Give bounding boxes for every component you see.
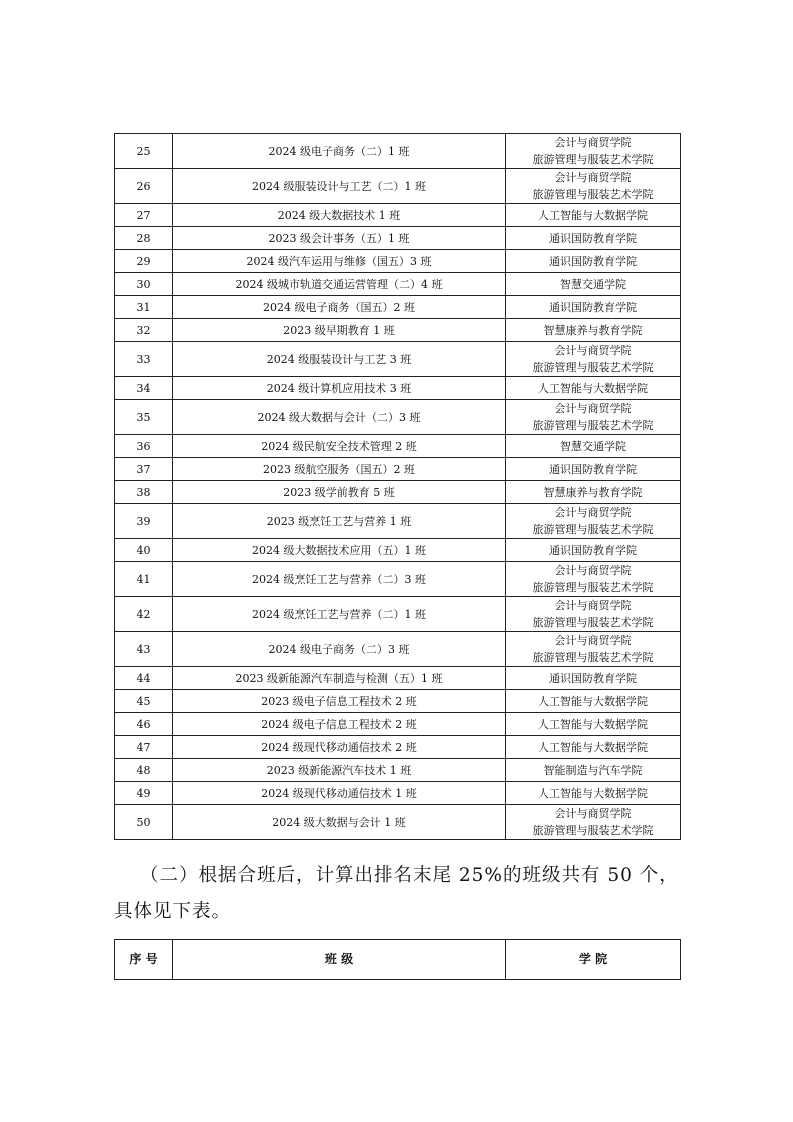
row-number: 44 xyxy=(115,667,173,690)
table-row xyxy=(115,504,681,539)
row-number: 48 xyxy=(115,759,173,782)
college-name: 通识国防教育学院 xyxy=(549,671,637,685)
college-name: 人工智能与大数据学院 xyxy=(538,717,648,731)
college-cell xyxy=(506,504,681,539)
row-number: 25 xyxy=(115,134,173,169)
row-number: 47 xyxy=(115,736,173,759)
college-name: 会计与商贸学院 xyxy=(554,634,632,647)
college-cell xyxy=(506,782,681,805)
table-row xyxy=(115,597,681,632)
college-name: 会计与商贸学院 xyxy=(554,564,632,577)
table-row xyxy=(115,342,681,377)
table-row xyxy=(115,319,681,342)
college-cell xyxy=(506,539,681,562)
college-cell xyxy=(506,713,681,736)
class-name: 2023 级电子信息工程技术 2 班 xyxy=(173,690,506,713)
paragraph-text: （二）根据合班后，计算出排名末尾 25%的班级共有 50 个，具体见下表。 xyxy=(114,865,679,922)
table-row xyxy=(115,759,681,782)
class-name: 2024 级大数据与会计 1 班 xyxy=(173,805,506,840)
college-name: 旅游管理与服装艺术学院 xyxy=(532,188,654,201)
row-number: 38 xyxy=(115,481,173,504)
college-cell xyxy=(506,667,681,690)
college-name: 智慧康养与教育学院 xyxy=(543,485,643,499)
class-name: 2024 级城市轨道交通运营管理（二）4 班 xyxy=(173,273,506,296)
table-row xyxy=(115,458,681,481)
table-row xyxy=(115,134,681,169)
section-paragraph xyxy=(114,858,684,930)
college-cell xyxy=(506,377,681,400)
class-name: 2023 级新能源汽车制造与检测（五）1 班 xyxy=(173,667,506,690)
class-name: 2024 级电子商务（国五）2 班 xyxy=(173,296,506,319)
college-cell xyxy=(506,458,681,481)
college-cell xyxy=(506,204,681,227)
row-number: 30 xyxy=(115,273,173,296)
row-number: 33 xyxy=(115,342,173,377)
class-name: 2024 级民航安全技术管理 2 班 xyxy=(173,435,506,458)
header-class: 班 级 xyxy=(173,940,506,980)
college-name: 旅游管理与服装艺术学院 xyxy=(532,651,654,664)
college-cell xyxy=(506,690,681,713)
class-name: 2023 级学前教育 5 班 xyxy=(173,481,506,504)
class-name: 2024 级现代移动通信技术 2 班 xyxy=(173,736,506,759)
row-number: 40 xyxy=(115,539,173,562)
class-name: 2024 级计算机应用技术 3 班 xyxy=(173,377,506,400)
college-cell xyxy=(506,759,681,782)
college-name: 智慧交通学院 xyxy=(560,439,626,453)
ranking-table-body xyxy=(115,134,681,840)
table-row xyxy=(115,273,681,296)
header-college: 学 院 xyxy=(506,940,681,980)
class-name: 2024 级汽车运用与维修（国五）3 班 xyxy=(173,250,506,273)
college-cell xyxy=(506,342,681,377)
college-name: 旅游管理与服装艺术学院 xyxy=(532,153,654,166)
row-number: 45 xyxy=(115,690,173,713)
row-number: 29 xyxy=(115,250,173,273)
college-name: 人工智能与大数据学院 xyxy=(538,694,648,708)
class-name: 2024 级现代移动通信技术 1 班 xyxy=(173,782,506,805)
college-name: 会计与商贸学院 xyxy=(554,344,632,357)
row-number: 26 xyxy=(115,169,173,204)
college-name: 通识国防教育学院 xyxy=(549,543,637,557)
class-name: 2024 级烹饪工艺与营养（二）1 班 xyxy=(173,597,506,632)
college-name: 人工智能与大数据学院 xyxy=(538,786,648,800)
table-row xyxy=(115,736,681,759)
college-name: 通识国防教育学院 xyxy=(549,462,637,476)
table-row xyxy=(115,481,681,504)
class-name: 2024 级电子信息工程技术 2 班 xyxy=(173,713,506,736)
college-name: 旅游管理与服装艺术学院 xyxy=(532,419,654,432)
class-name: 2024 级烹饪工艺与营养（二）3 班 xyxy=(173,562,506,597)
college-cell xyxy=(506,134,681,169)
table-row xyxy=(115,562,681,597)
table-row xyxy=(115,169,681,204)
college-name: 通识国防教育学院 xyxy=(549,231,637,245)
college-cell xyxy=(506,597,681,632)
college-cell xyxy=(506,296,681,319)
row-number: 36 xyxy=(115,435,173,458)
row-number: 28 xyxy=(115,227,173,250)
table-row xyxy=(115,400,681,435)
table-row xyxy=(115,632,681,667)
row-number: 39 xyxy=(115,504,173,539)
table-row xyxy=(115,690,681,713)
table-row xyxy=(115,713,681,736)
college-cell xyxy=(506,169,681,204)
row-number: 32 xyxy=(115,319,173,342)
college-name: 人工智能与大数据学院 xyxy=(538,208,648,222)
college-cell xyxy=(506,319,681,342)
header-no: 序 号 xyxy=(115,940,173,980)
college-name: 旅游管理与服装艺术学院 xyxy=(532,824,654,837)
college-cell xyxy=(506,435,681,458)
college-name: 旅游管理与服装艺术学院 xyxy=(532,581,654,594)
row-number: 46 xyxy=(115,713,173,736)
row-number: 42 xyxy=(115,597,173,632)
table-row xyxy=(115,296,681,319)
college-cell xyxy=(506,805,681,840)
college-cell xyxy=(506,481,681,504)
class-name: 2024 级电子商务（二）1 班 xyxy=(173,134,506,169)
college-name: 会计与商贸学院 xyxy=(554,599,632,612)
row-number: 43 xyxy=(115,632,173,667)
college-cell xyxy=(506,227,681,250)
table-row xyxy=(115,539,681,562)
table-row xyxy=(115,805,681,840)
row-number: 37 xyxy=(115,458,173,481)
table-row xyxy=(115,377,681,400)
class-name: 2023 级新能源汽车技术 1 班 xyxy=(173,759,506,782)
college-name: 智能制造与汽车学院 xyxy=(543,763,643,777)
college-cell xyxy=(506,250,681,273)
row-number: 50 xyxy=(115,805,173,840)
table-row xyxy=(115,227,681,250)
college-name: 会计与商贸学院 xyxy=(554,807,632,820)
college-name: 会计与商贸学院 xyxy=(554,136,632,149)
next-table-header xyxy=(114,939,681,980)
row-number: 27 xyxy=(115,204,173,227)
class-name: 2023 级烹饪工艺与营养 1 班 xyxy=(173,504,506,539)
college-name: 通识国防教育学院 xyxy=(549,300,637,314)
table-row xyxy=(115,667,681,690)
college-name: 旅游管理与服装艺术学院 xyxy=(532,523,654,536)
row-number: 41 xyxy=(115,562,173,597)
college-name: 智慧康养与教育学院 xyxy=(543,323,643,337)
college-name: 会计与商贸学院 xyxy=(554,171,632,184)
college-name: 会计与商贸学院 xyxy=(554,402,632,415)
class-name: 2024 级大数据技术 1 班 xyxy=(173,204,506,227)
college-cell xyxy=(506,562,681,597)
college-name: 智慧交通学院 xyxy=(560,277,626,291)
college-cell xyxy=(506,273,681,296)
class-name: 2024 级大数据与会计（二）3 班 xyxy=(173,400,506,435)
row-number: 31 xyxy=(115,296,173,319)
college-name: 通识国防教育学院 xyxy=(549,254,637,268)
college-cell xyxy=(506,400,681,435)
class-name: 2024 级服装设计与工艺（二）1 班 xyxy=(173,169,506,204)
table-row xyxy=(115,435,681,458)
college-name: 旅游管理与服装艺术学院 xyxy=(532,616,654,629)
ranking-table xyxy=(114,133,681,840)
college-name: 人工智能与大数据学院 xyxy=(538,381,648,395)
class-name: 2023 级航空服务（国五）2 班 xyxy=(173,458,506,481)
table-row xyxy=(115,250,681,273)
class-name: 2023 级早期教育 1 班 xyxy=(173,319,506,342)
college-name: 旅游管理与服装艺术学院 xyxy=(532,361,654,374)
class-name: 2023 级会计事务（五）1 班 xyxy=(173,227,506,250)
row-number: 35 xyxy=(115,400,173,435)
college-name: 会计与商贸学院 xyxy=(554,506,632,519)
college-name: 人工智能与大数据学院 xyxy=(538,740,648,754)
college-cell xyxy=(506,632,681,667)
table-row xyxy=(115,204,681,227)
header-row xyxy=(115,940,681,980)
class-name: 2024 级电子商务（二）3 班 xyxy=(173,632,506,667)
row-number: 34 xyxy=(115,377,173,400)
college-cell xyxy=(506,736,681,759)
table-row xyxy=(115,782,681,805)
row-number: 49 xyxy=(115,782,173,805)
class-name: 2024 级服装设计与工艺 3 班 xyxy=(173,342,506,377)
class-name: 2024 级大数据技术应用（五）1 班 xyxy=(173,539,506,562)
